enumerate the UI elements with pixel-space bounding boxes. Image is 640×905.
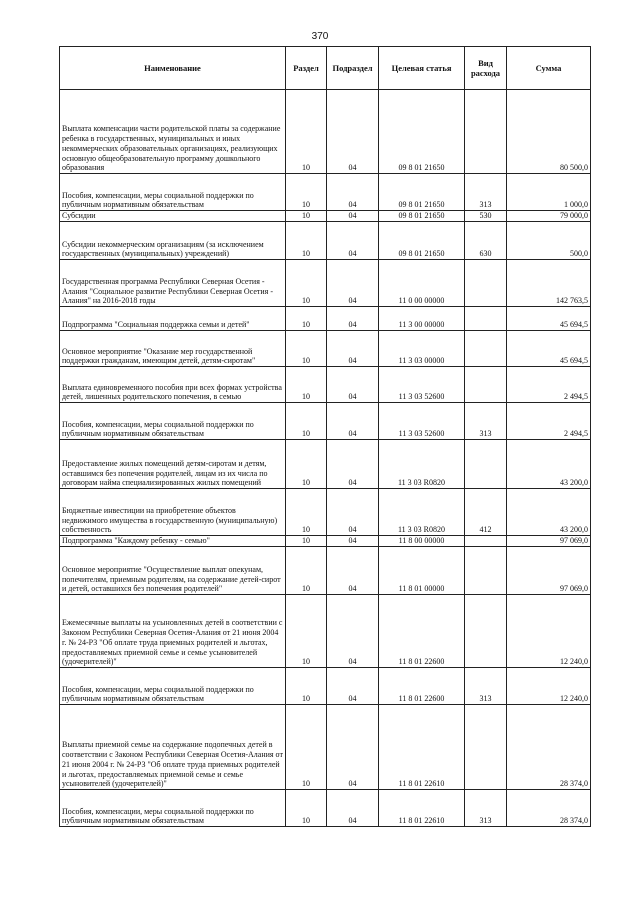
row-section: 10 xyxy=(286,403,327,440)
row-type xyxy=(465,307,507,331)
row-sum: 2 494,5 xyxy=(507,367,591,403)
header-sum: Сумма xyxy=(507,47,591,90)
row-section: 10 xyxy=(286,668,327,705)
row-type xyxy=(465,90,507,174)
row-target: 09 8 01 21650 xyxy=(379,174,465,211)
row-sum: 142 763,5 xyxy=(507,260,591,307)
header-section: Раздел xyxy=(286,47,327,90)
row-section: 10 xyxy=(286,489,327,536)
row-sum: 45 694,5 xyxy=(507,331,591,367)
row-target: 11 8 01 22610 xyxy=(379,705,465,790)
row-subsection: 04 xyxy=(327,489,379,536)
row-name: Подпрограмма "Социальная поддержка семьи и детей" xyxy=(60,307,286,331)
row-name: Пособия, компенсации, меры социальной поддержки по публичным нормативным обязательствам xyxy=(60,668,286,705)
row-subsection: 04 xyxy=(327,222,379,260)
table-row xyxy=(60,440,591,489)
row-sum: 12 240,0 xyxy=(507,595,591,668)
row-subsection: 04 xyxy=(327,307,379,331)
row-target: 11 3 03 R0820 xyxy=(379,440,465,489)
table-row xyxy=(60,547,591,595)
row-type xyxy=(465,547,507,595)
row-type: 313 xyxy=(465,668,507,705)
row-target: 09 8 01 21650 xyxy=(379,90,465,174)
row-type xyxy=(465,595,507,668)
table-row xyxy=(60,403,591,440)
row-section: 10 xyxy=(286,260,327,307)
row-sum: 12 240,0 xyxy=(507,668,591,705)
row-type: 630 xyxy=(465,222,507,260)
row-subsection: 04 xyxy=(327,440,379,489)
row-name: Основное мероприятие "Осуществление выплат опекунам, попечителям, приемным родителям, на содержание детей-сирот и детей, оставшихся без попечения родителей" xyxy=(60,547,286,595)
row-name: Ежемесячные выплаты на усыновленных детей в соответствии с Законом Республики Северная Осетия-Алания от 21 июня 2004 г. № 24-РЗ "Об оплате труда приемных родителей и льготах, предоставляемых приемной семье и семье усыновителей (удочерителей)" xyxy=(60,595,286,668)
row-type: 530 xyxy=(465,211,507,222)
table-row xyxy=(60,211,591,222)
row-sum: 28 374,0 xyxy=(507,705,591,790)
row-type xyxy=(465,260,507,307)
table-row xyxy=(60,260,591,307)
table-row xyxy=(60,668,591,705)
row-target: 11 8 01 22600 xyxy=(379,668,465,705)
row-subsection: 04 xyxy=(327,547,379,595)
row-type xyxy=(465,536,507,547)
row-target: 11 3 00 00000 xyxy=(379,307,465,331)
table-row xyxy=(60,367,591,403)
row-sum: 1 000,0 xyxy=(507,174,591,211)
row-name: Пособия, компенсации, меры социальной поддержки по публичным нормативным обязательствам xyxy=(60,790,286,827)
row-target: 09 8 01 21650 xyxy=(379,211,465,222)
table-row xyxy=(60,790,591,827)
header-type: Вид расхода xyxy=(465,47,507,90)
row-section: 10 xyxy=(286,307,327,331)
row-sum: 28 374,0 xyxy=(507,790,591,827)
row-type xyxy=(465,440,507,489)
row-target: 11 8 00 00000 xyxy=(379,536,465,547)
row-target: 11 8 01 22600 xyxy=(379,595,465,668)
row-section: 10 xyxy=(286,705,327,790)
row-name: Пособия, компенсации, меры социальной поддержки по публичным нормативным обязательствам xyxy=(60,174,286,211)
row-target: 09 8 01 21650 xyxy=(379,222,465,260)
row-sum: 97 069,0 xyxy=(507,536,591,547)
row-name: Основное мероприятие "Оказание мер государственной поддержки гражданам, имеющим детей, детям-сиротам" xyxy=(60,331,286,367)
row-type: 313 xyxy=(465,174,507,211)
row-name: Выплата компенсации части родительской платы за содержание ребенка в государственных, муниципальных и иных некоммерческих образовательных организациях, реализующих основную общеобразовательную программу дошкольного образования xyxy=(60,90,286,174)
row-sum: 43 200,0 xyxy=(507,489,591,536)
row-section: 10 xyxy=(286,211,327,222)
row-sum: 97 069,0 xyxy=(507,547,591,595)
row-subsection: 04 xyxy=(327,367,379,403)
row-subsection: 04 xyxy=(327,790,379,827)
table-row xyxy=(60,595,591,668)
table-row xyxy=(60,174,591,211)
row-sum: 500,0 xyxy=(507,222,591,260)
row-name: Субсидии xyxy=(60,211,286,222)
row-type xyxy=(465,367,507,403)
header-target: Целевая статья xyxy=(379,47,465,90)
table-row xyxy=(60,331,591,367)
row-target: 11 0 00 00000 xyxy=(379,260,465,307)
row-subsection: 04 xyxy=(327,403,379,440)
row-name: Субсидии некоммерческим организациям (за исключением государственных (муниципальных) учреждений) xyxy=(60,222,286,260)
row-name: Государственная программа Республики Северная Осетия - Алания "Социальное развитие Республики Северная Осетия - Алания" на 2016-2018 годы xyxy=(60,260,286,307)
row-subsection: 04 xyxy=(327,331,379,367)
row-subsection: 04 xyxy=(327,90,379,174)
row-subsection: 04 xyxy=(327,705,379,790)
row-type xyxy=(465,705,507,790)
page-number: 370 xyxy=(311,31,329,42)
row-section: 10 xyxy=(286,790,327,827)
row-sum: 79 000,0 xyxy=(507,211,591,222)
row-type: 313 xyxy=(465,403,507,440)
header-subsection: Подраздел xyxy=(327,47,379,90)
table-row xyxy=(60,489,591,536)
row-subsection: 04 xyxy=(327,595,379,668)
row-target: 11 3 03 R0820 xyxy=(379,489,465,536)
row-section: 10 xyxy=(286,367,327,403)
row-target: 11 8 01 00000 xyxy=(379,547,465,595)
row-sum: 43 200,0 xyxy=(507,440,591,489)
row-name: Предоставление жилых помещений детям-сиротам и детям, оставшимся без попечения родителей, лицам из их числа по договорам найма специализированных жилых помещений xyxy=(60,440,286,489)
row-name: Бюджетные инвестиции на приобретение объектов недвижимого имущества в государственную (муниципальную) собственность xyxy=(60,489,286,536)
row-name: Выплата единовременного пособия при всех формах устройства детей, лишенных родительского попечения, в семью xyxy=(60,367,286,403)
table-row xyxy=(60,705,591,790)
row-target: 11 8 01 22610 xyxy=(379,790,465,827)
row-sum: 80 500,0 xyxy=(507,90,591,174)
row-name: Пособия, компенсации, меры социальной поддержки по публичным нормативным обязательствам xyxy=(60,403,286,440)
row-subsection: 04 xyxy=(327,260,379,307)
budget-table xyxy=(59,46,591,827)
row-section: 10 xyxy=(286,547,327,595)
table-row xyxy=(60,536,591,547)
table-row xyxy=(60,307,591,331)
row-type: 412 xyxy=(465,489,507,536)
row-subsection: 04 xyxy=(327,174,379,211)
row-section: 10 xyxy=(286,331,327,367)
row-target: 11 3 03 52600 xyxy=(379,367,465,403)
row-name: Подпрограмма "Каждому ребенку - семью" xyxy=(60,536,286,547)
row-sum: 45 694,5 xyxy=(507,307,591,331)
row-section: 10 xyxy=(286,440,327,489)
row-sum: 2 494,5 xyxy=(507,403,591,440)
table-row xyxy=(60,90,591,174)
row-target: 11 3 03 52600 xyxy=(379,403,465,440)
row-subsection: 04 xyxy=(327,211,379,222)
row-target: 11 3 03 00000 xyxy=(379,331,465,367)
row-subsection: 04 xyxy=(327,668,379,705)
row-subsection: 04 xyxy=(327,536,379,547)
row-section: 10 xyxy=(286,174,327,211)
header-name: Наименование xyxy=(60,47,286,90)
table-row xyxy=(60,222,591,260)
row-section: 10 xyxy=(286,90,327,174)
table-header-row xyxy=(60,47,591,90)
row-section: 10 xyxy=(286,222,327,260)
row-section: 10 xyxy=(286,595,327,668)
row-type xyxy=(465,331,507,367)
row-type: 313 xyxy=(465,790,507,827)
row-section: 10 xyxy=(286,536,327,547)
row-name: Выплаты приемной семье на содержание подопечных детей в соответствии с Законом Республики Северная Осетия-Алания от 21 июня 2004 г. № 24-РЗ "Об оплате труда приемных родителей и льготах, предоставляемых приемной семье и семье усыновителей (удочерителей)" xyxy=(60,705,286,790)
